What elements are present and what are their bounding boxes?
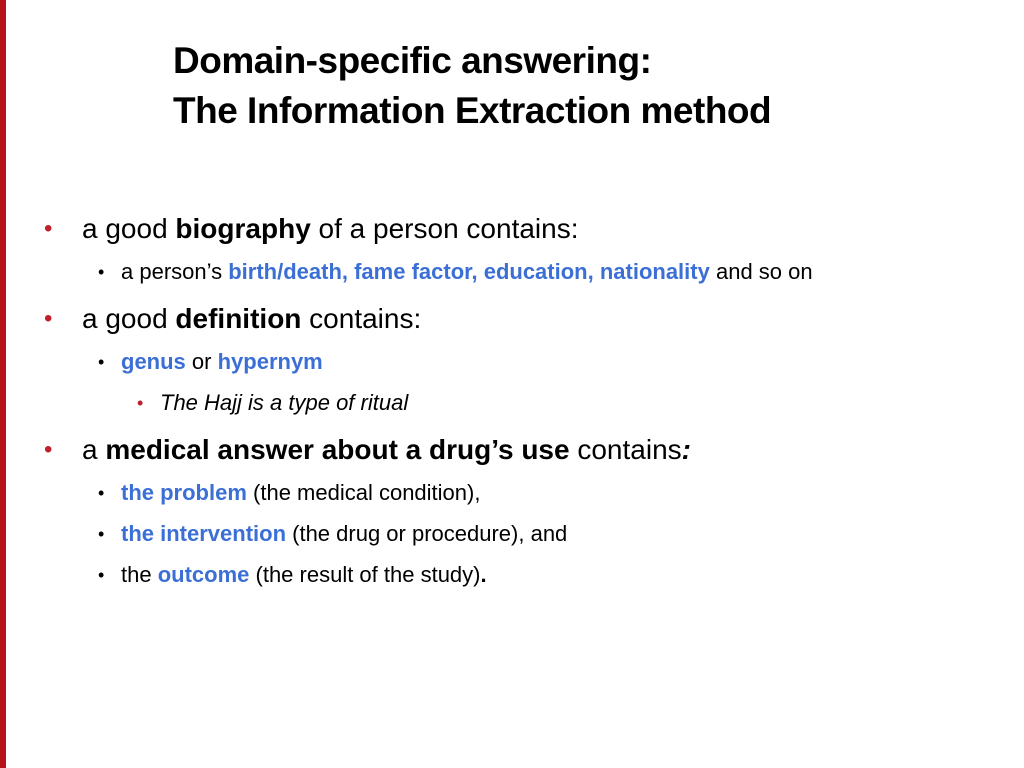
bullet-biography: a good biography of a person contains: [82,213,579,244]
bullet-dot: • [44,215,53,242]
highlight-biography-fields: birth/death, fame factor, education, nationality [228,259,710,284]
left-accent-bar [0,0,6,768]
sub-bullet-dot: • [98,483,105,503]
example-hajj: The Hajj is a type of ritual [160,390,409,415]
highlight-intervention: the intervention [121,521,287,546]
title-line-1: Domain-specific answering: [173,40,652,81]
keyword-biography: biography [175,213,311,244]
sub-bullet-dot: • [98,524,105,544]
highlight-problem: the problem [121,480,247,505]
highlight-outcome: outcome [157,562,250,587]
highlight-genus: genus [121,349,186,374]
sub-bullet-dot: • [98,262,105,282]
sub-sub-bullet-dot: • [137,393,144,413]
sub-bullet-dot: • [98,352,105,372]
bullet-definition: a good definition contains: [82,303,422,334]
bullet-medical: a medical answer about a drug’s use contains: [82,434,691,465]
slide-title [173,36,771,136]
sub-bullet-problem: the problem (the medical condition), [121,480,481,505]
sub-bullet-biography: a person’s birth/death, fame factor, education, nationality and so on [121,259,813,284]
sub-bullet-intervention: the intervention (the drug or procedure), and [121,521,568,546]
bullet-dot: • [44,305,53,332]
title-line-2: The Information Extraction method [173,90,772,131]
sub-bullet-genus: genus or hypernym [121,349,323,374]
bullet-dot: • [44,436,53,463]
keyword-medical-answer: medical answer about a drug’s use [105,434,570,465]
sub-bullet-dot: • [98,565,105,585]
keyword-definition: definition [175,303,302,334]
sub-bullet-outcome: the outcome (the result of the study). [121,562,487,587]
highlight-hypernym: hypernym [217,349,323,374]
